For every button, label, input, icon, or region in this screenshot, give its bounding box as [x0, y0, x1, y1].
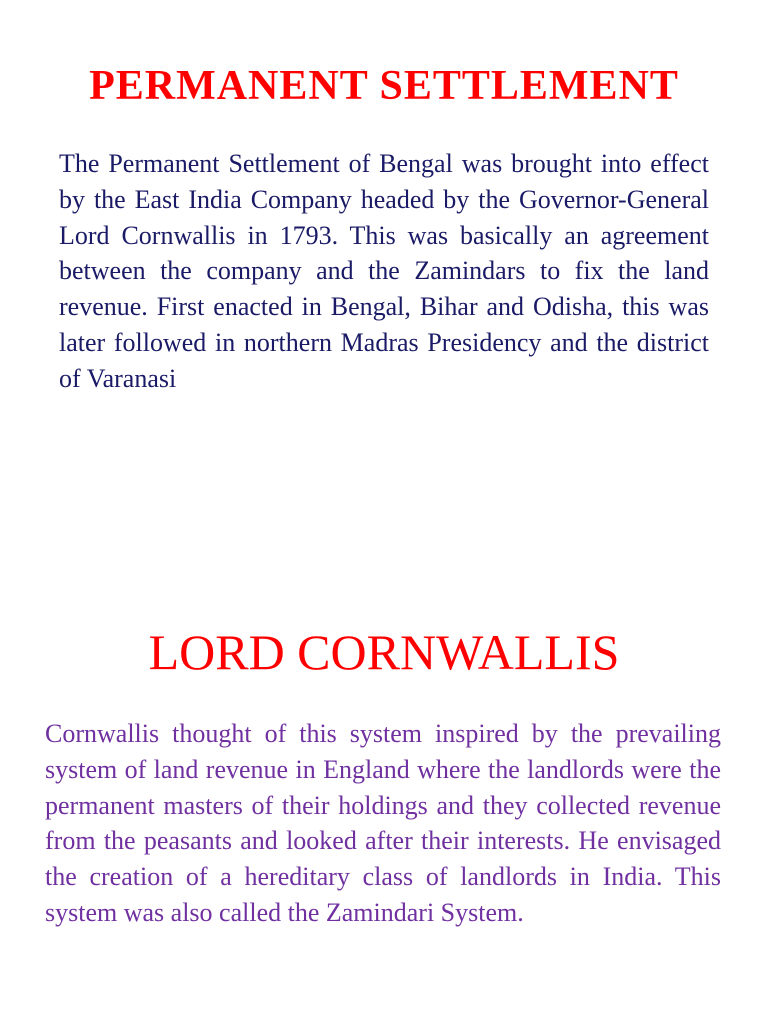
slide-lord-cornwallis: [0, 512, 768, 1024]
slide-title: LORD CORNWALLIS: [148, 624, 620, 680]
slide-body-text: The Permanent Settlement of Bengal was brought into effect by the East India Company headed by the Governor-General Lord Cornwallis in 1793. This was basically an agreement between the company and the Zamindars to fix the land revenue. First enacted in Bengal, Bihar and Odisha, this was later followed in northern Madras Presidency and the district of Varanasi: [59, 149, 709, 393]
slide-body-text: Cornwallis thought of this system inspired by the prevailing system of land revenue in England where the landlords were the permanent masters of their holdings and they collected revenue from the peasants and looked after their interests. He envisaged the creation of a hereditary class of landlords in India. This system was also called the Zamindari System.: [45, 719, 721, 927]
slide-title: PERMANENT SETTLEMENT: [89, 63, 679, 109]
